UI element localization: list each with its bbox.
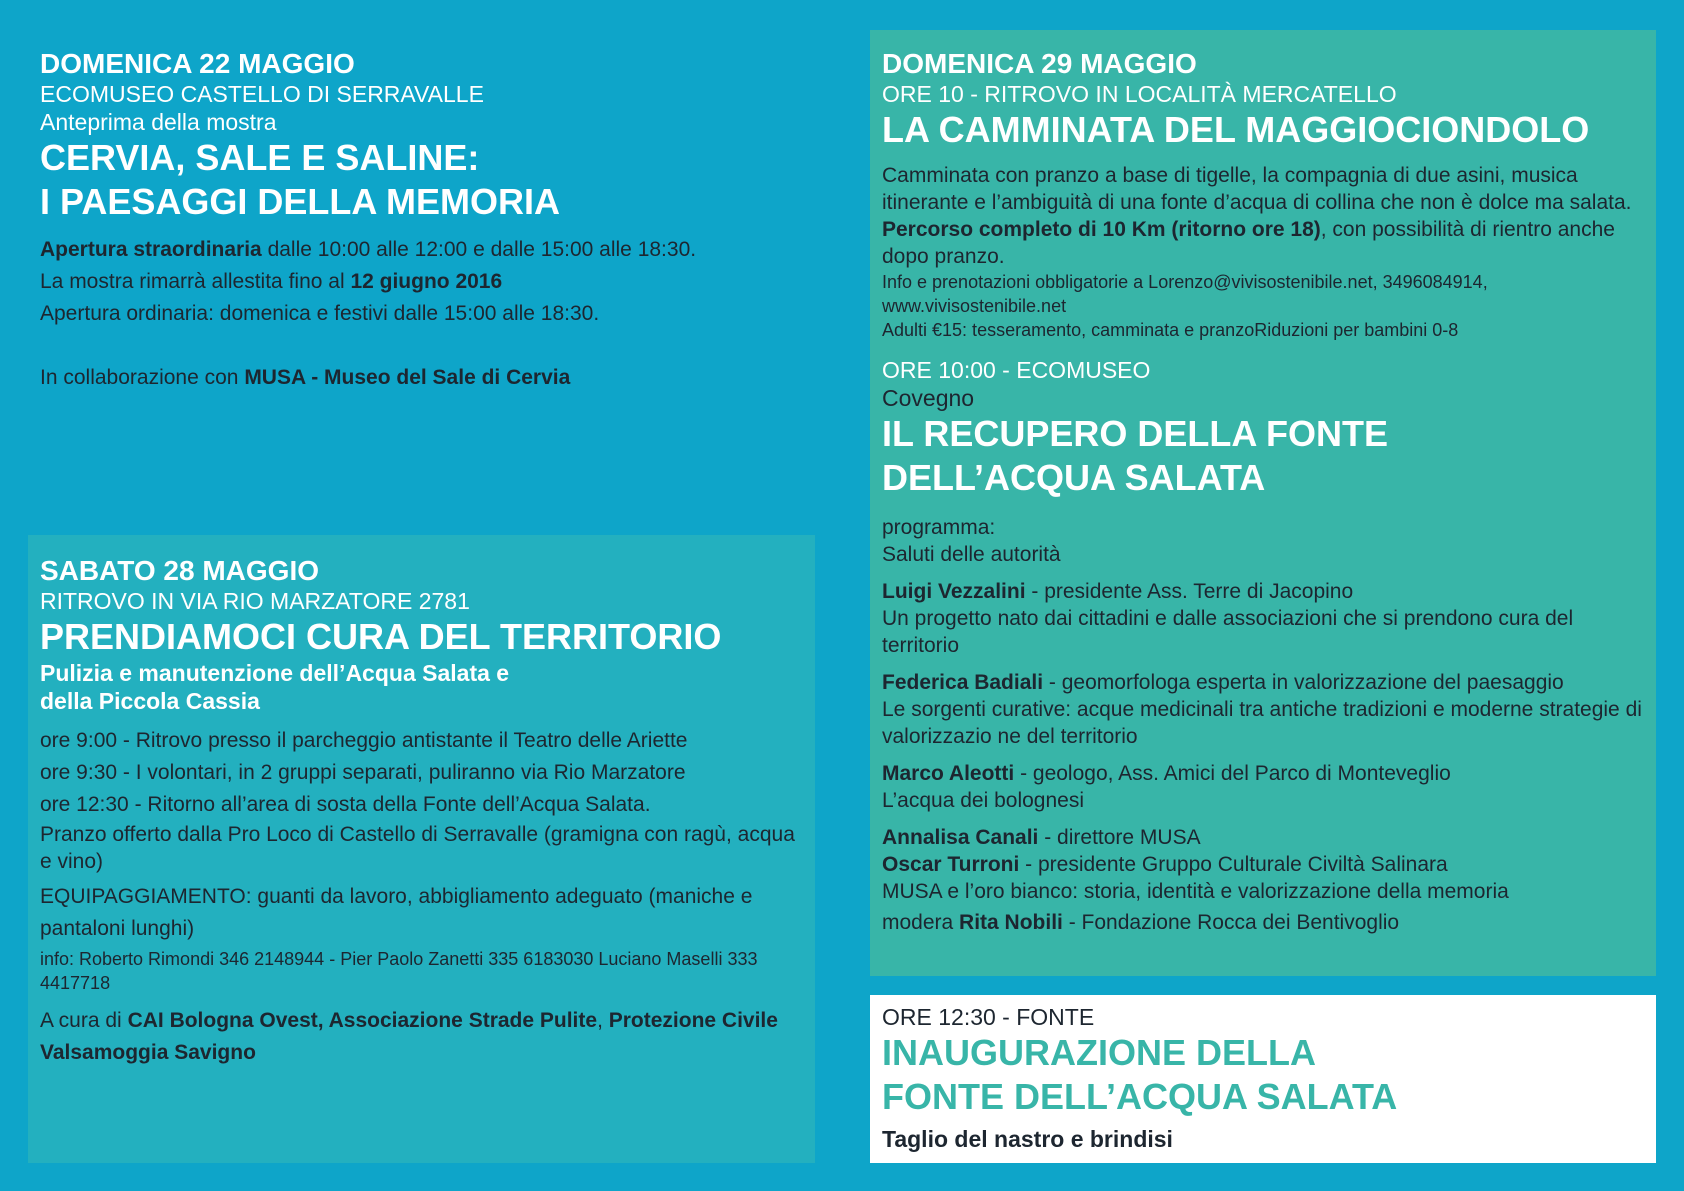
- speaker-name: Annalisa Canali: [882, 826, 1039, 849]
- schedule-item: ore 9:00 - Ritrovo presso il parcheggio antistante il Teatro delle Ariette: [40, 729, 688, 752]
- speaker-talk: Un progetto nato dai cittadini e dalle associazioni che si prendono cura del territorio: [882, 607, 1574, 657]
- price-info: Adulti €15: tesseramento, camminata e pranzoRiduzioni per bambini 0-8: [882, 320, 1459, 340]
- speaker-line: [882, 578, 1644, 605]
- speaker-role: - direttore MUSA: [1038, 826, 1201, 849]
- speaker-name: Oscar Turroni: [882, 853, 1020, 876]
- event-title: PRENDIAMOCI CURA DEL TERRITORIO: [40, 616, 722, 657]
- moderator-role: - Fondazione Rocca dei Bentivoglio: [1062, 911, 1400, 934]
- organizers-separator: ,: [597, 1009, 609, 1032]
- event-location: ORE 10 - RITROVO IN LOCALITÀ MERCATELLO: [882, 81, 1397, 107]
- event-panel-28-maggio: [28, 535, 815, 1163]
- speaker-talk: L’acqua dei bolognesi: [882, 789, 1085, 812]
- speaker-talk: MUSA e l’oro bianco: storia, identità e valorizzazione della memoria: [882, 880, 1509, 903]
- speaker-role: - presidente Gruppo Culturale Civiltà Salinara: [1019, 853, 1448, 876]
- program-greetings: Saluti delle autorità: [882, 543, 1061, 566]
- collaboration-text: In collaborazione con: [40, 366, 245, 389]
- exhibition-end-date: 12 giugno 2016: [350, 270, 503, 293]
- speaker-talk: Le sorgenti curative: acque medicinali tra antiche tradizioni e moderne strategie di valorizzazio ne del territorio: [882, 698, 1642, 748]
- speaker-name: Marco Aleotti: [882, 762, 1015, 785]
- speaker-role: - geomorfologa esperta in valorizzazione del paesaggio: [1043, 671, 1564, 694]
- event-panel-inauguration: [870, 995, 1656, 1163]
- event-title: LA CAMMINATA DEL MAGGIOCIONDOLO: [882, 109, 1590, 150]
- event-location: RITROVO IN VIA RIO MARZATORE 2781: [40, 588, 470, 614]
- inauguration-title-line-1: INAUGURAZIONE DELLA: [882, 1032, 1316, 1073]
- event-panel-22-maggio: [30, 30, 815, 500]
- event-date: DOMENICA 22 MAGGIO: [40, 48, 355, 79]
- speaker-line: [882, 824, 1644, 851]
- event-title-line-2: I PAESAGGI DELLA MEMORIA: [40, 181, 561, 222]
- conference-title-line-1: IL RECUPERO DELLA FONTE: [882, 413, 1389, 454]
- organizers-names: CAI Bologna Ovest, Associazione Strade Pulite: [127, 1009, 598, 1032]
- equipment-note: EQUIPAGGIAMENTO: guanti da lavoro, abbigliamento adeguato (maniche e pantaloni lunghi): [40, 885, 753, 940]
- speaker-line: [882, 851, 1644, 878]
- exhibition-end-text: La mostra rimarrà allestita fino al: [40, 270, 351, 293]
- booking-info: Info e prenotazioni obbligatorie a Lorenzo@vivisostenibile.net, 3496084914, www.vivisostenibile.net: [882, 272, 1488, 316]
- event-panel-29-maggio: [870, 30, 1656, 976]
- event-subtitle-line-2: della Piccola Cassia: [40, 688, 260, 714]
- speaker-name: Luigi Vezzalini: [882, 580, 1026, 603]
- event-date: SABATO 28 MAGGIO: [40, 555, 320, 586]
- organizers-line: [40, 1005, 803, 1069]
- route-detail: , con possibilità di rientro anche dopo pranzo.: [882, 218, 1615, 268]
- exhibition-end-line: [40, 266, 805, 298]
- inauguration-time: ORE 12:30 - FONTE: [882, 1004, 1095, 1030]
- collaboration-line: [40, 362, 805, 394]
- schedule-item: ore 9:30 - I volontari, in 2 gruppi separati, puliranno via Rio Marzatore: [40, 761, 686, 784]
- opening-ordinary-line: Apertura ordinaria: domenica e festivi dalle 15:00 alle 18:30.: [40, 302, 600, 325]
- contact-info: info: Roberto Rimondi 346 2148944 - Pier Paolo Zanetti 335 6183030 Luciano Maselli 333 4417718: [40, 949, 758, 993]
- program-label: programma:: [882, 516, 996, 539]
- event-title-line-1: CERVIA, SALE E SALINE:: [40, 137, 480, 178]
- conference-time: ORE 10:00 - ECOMUSEO: [882, 357, 1151, 383]
- conference-title-line-2: DELL’ACQUA SALATA: [882, 457, 1266, 498]
- organizers-names-2: Protezione Civile Valsamoggia Savigno: [40, 1009, 778, 1064]
- speaker-line: [882, 669, 1644, 696]
- speaker-role: - geologo, Ass. Amici del Parco di Monteveglio: [1014, 762, 1451, 785]
- moderator-line: [882, 909, 1644, 936]
- route-line: [882, 216, 1644, 270]
- collaboration-partner: MUSA - Museo del Sale di Cervia: [244, 366, 571, 389]
- event-subtitle-line-1: Pulizia e manutenzione dell’Acqua Salata e: [40, 660, 510, 686]
- moderator-label: modera: [882, 911, 960, 934]
- event-location: ECOMUSEO CASTELLO DI SERRAVALLE: [40, 81, 484, 107]
- conference-label: Covegno: [882, 385, 975, 411]
- speaker-line: [882, 760, 1644, 787]
- inauguration-subtitle: Taglio del nastro e brindisi: [882, 1126, 1173, 1152]
- schedule-item: ore 12:30 - Ritorno all’area di sosta della Fonte dell’Acqua Salata.: [40, 793, 651, 816]
- organizers-text: A cura di: [40, 1009, 128, 1032]
- opening-extra-hours: dalle 10:00 alle 12:00 e dalle 15:00 alle 18:30.: [261, 238, 697, 261]
- opening-extra-line: [40, 234, 805, 266]
- route-highlight: Percorso completo di 10 Km (ritorno ore 18): [882, 218, 1321, 241]
- speaker-name: Federica Badiali: [882, 671, 1044, 694]
- event-intro: Anteprima della mostra: [40, 109, 277, 135]
- moderator-name: Rita Nobili: [959, 911, 1063, 934]
- walk-description: Camminata con pranzo a base di tigelle, la compagnia di due asini, musica itinerante e l’ambiguità di una fonte d’acqua di collina che non è dolce ma salata.: [882, 164, 1632, 214]
- event-date: DOMENICA 29 MAGGIO: [882, 48, 1197, 79]
- speaker-role: - presidente Ass. Terre di Jacopino: [1025, 580, 1354, 603]
- opening-extra-label: Apertura straordinaria: [40, 238, 262, 261]
- inauguration-title-line-2: FONTE DELL’ACQUA SALATA: [882, 1076, 1398, 1117]
- lunch-note: Pranzo offerto dalla Pro Loco di Castello di Serravalle (gramigna con ragù, acqua e vino): [40, 823, 795, 873]
